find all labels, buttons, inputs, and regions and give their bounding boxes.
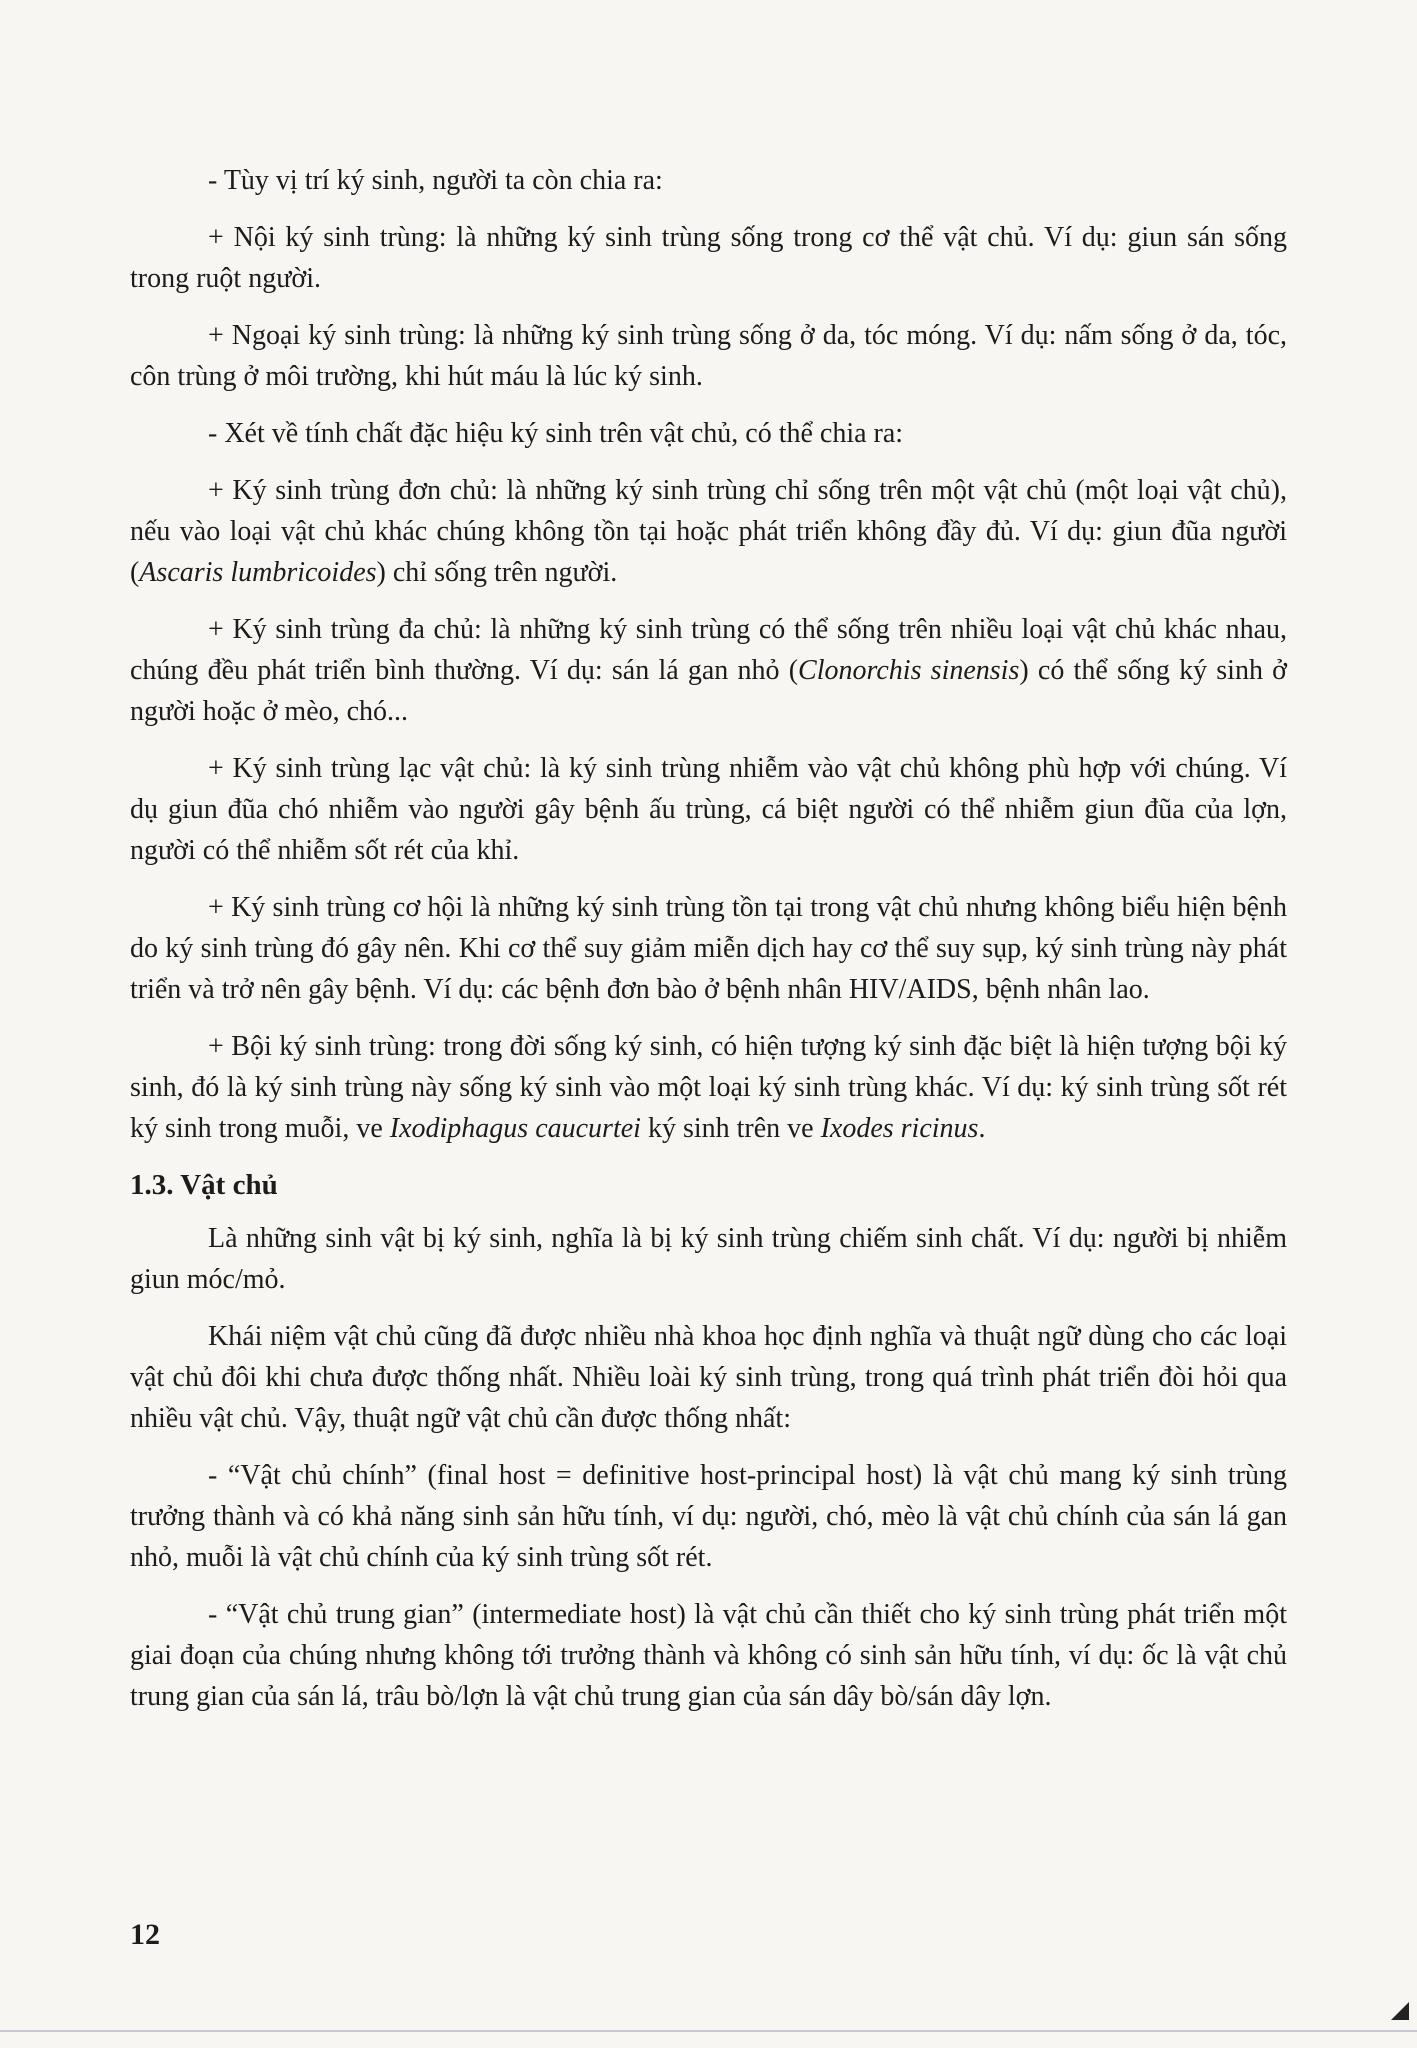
scan-edge-divider <box>0 2030 1417 2032</box>
paragraph-definitive-host: - “Vật chủ chính” (final host = definitive host-principal host) là vật chủ mang ký sinh trùng trưởng thành và có khả năng sinh sản hữu tính, ví dụ: người, chó, mèo là vật chủ chính của sán lá gan nhỏ, muỗi là vật chủ chính của ký sinh trùng sốt rét. <box>130 1460 1287 1573</box>
paragraph-accidental-host: + Ký sinh trùng lạc vật chủ: là ký sinh trùng nhiễm vào vật chủ không phù hợp với chúng. Ví dụ giun đũa chó nhiễm vào người gây bệnh ấu trùng, cá biệt người có thể nhiễm giun đũa của lợn, người có thể nhiễm sốt rét của khỉ. <box>130 753 1287 866</box>
page-number: 12 <box>130 1918 160 1951</box>
paragraph-hyperparasite: + Bội ký sinh trùng: trong đời sống ký sinh, có hiện tượng ký sinh đặc biệt là hiện tượng bội ký sinh, đó là ký sinh trùng này sống ký sinh vào một loại ký sinh trùng khác. Ví dụ: ký sinh trùng sốt rét ký sinh trong muỗi, ve Ixodiphagus caucurtei ký sinh trên ve Ixodes ricinus. <box>130 1031 1287 1144</box>
paragraph-specificity-intro: - Xét về tính chất đặc hiệu ký sinh trên vật chủ, có thể chia ra: <box>208 418 904 449</box>
paragraph-endoparasite: + Nội ký sinh trùng: là những ký sinh trùng sống trong cơ thể vật chủ. Ví dụ: giun sán sống trong ruột người. <box>130 222 1287 294</box>
paragraph-host-definition: Là những sinh vật bị ký sinh, nghĩa là bị ký sinh trùng chiếm sinh chất. Ví dụ: người bị nhiễm giun móc/mỏ. <box>130 1223 1287 1295</box>
paragraph-opportunistic: + Ký sinh trùng cơ hội là những ký sinh trùng tồn tại trong vật chủ nhưng không biểu hiện bệnh do ký sinh trùng đó gây nên. Khi cơ thể suy giảm miễn dịch hay cơ thể suy sụp, ký sinh trùng này phát triển và trở nên gây bệnh. Ví dụ: các bệnh đơn bào ở bệnh nhân HIV/AIDS, bệnh nhân lao. <box>130 892 1287 1005</box>
species-name: Clonorchis sinensis <box>798 655 1020 686</box>
paragraph-ectoparasite: + Ngoại ký sinh trùng: là những ký sinh trùng sống ở da, tóc móng. Ví dụ: nấm sống ở da, tóc, côn trùng ở môi trường, khi hút máu là lúc ký sinh. <box>130 320 1287 392</box>
page-corner-icon <box>1391 2002 1409 2020</box>
paragraph-monoxenous: + Ký sinh trùng đơn chủ: là những ký sinh trùng chỉ sống trên một vật chủ (một loại vật chủ), nếu vào loại vật chủ khác chúng không tồn tại hoặc phát triển không đầy đủ. Ví dụ: giun đũa người (Ascaris lumbricoides) chỉ sống trên người. <box>130 475 1287 588</box>
paragraph-location-intro: - Tùy vị trí ký sinh, người ta còn chia ra: <box>208 165 663 196</box>
paragraph-intermediate-host: - “Vật chủ trung gian” (intermediate host) là vật chủ cần thiết cho ký sinh trùng phát triển một giai đoạn của chúng nhưng không tới trưởng thành và không có sinh sản hữu tính, ví dụ: ốc là vật chủ trung gian của sán lá, trâu bò/lợn là vật chủ trung gian của sán dây bò/sán dây lợn. <box>130 1599 1287 1712</box>
species-name: Ixodes ricinus <box>820 1113 979 1144</box>
species-name: Ascaris lumbricoides <box>139 557 377 588</box>
paragraph-polyxenous: + Ký sinh trùng đa chủ: là những ký sinh trùng có thể sống trên nhiều loại vật chủ khác nhau, chúng đều phát triển bình thường. Ví dụ: sán lá gan nhỏ (Clonorchis sinensis) có thể sống ký sinh ở người hoặc ở mèo, chó... <box>130 614 1287 727</box>
species-name: Ixodiphagus caucurtei <box>389 1113 641 1144</box>
paragraph-host-terminology: Khái niệm vật chủ cũng đã được nhiều nhà khoa học định nghĩa và thuật ngữ dùng cho các loại vật chủ đôi khi chưa được thống nhất. Nhiều loài ký sinh trùng, trong quá trình phát triển đòi hỏi qua nhiều vật chủ. Vậy, thuật ngữ vật chủ cần được thống nhất: <box>130 1321 1287 1434</box>
section-heading: 1.3. Vật chủ <box>130 1169 278 1201</box>
